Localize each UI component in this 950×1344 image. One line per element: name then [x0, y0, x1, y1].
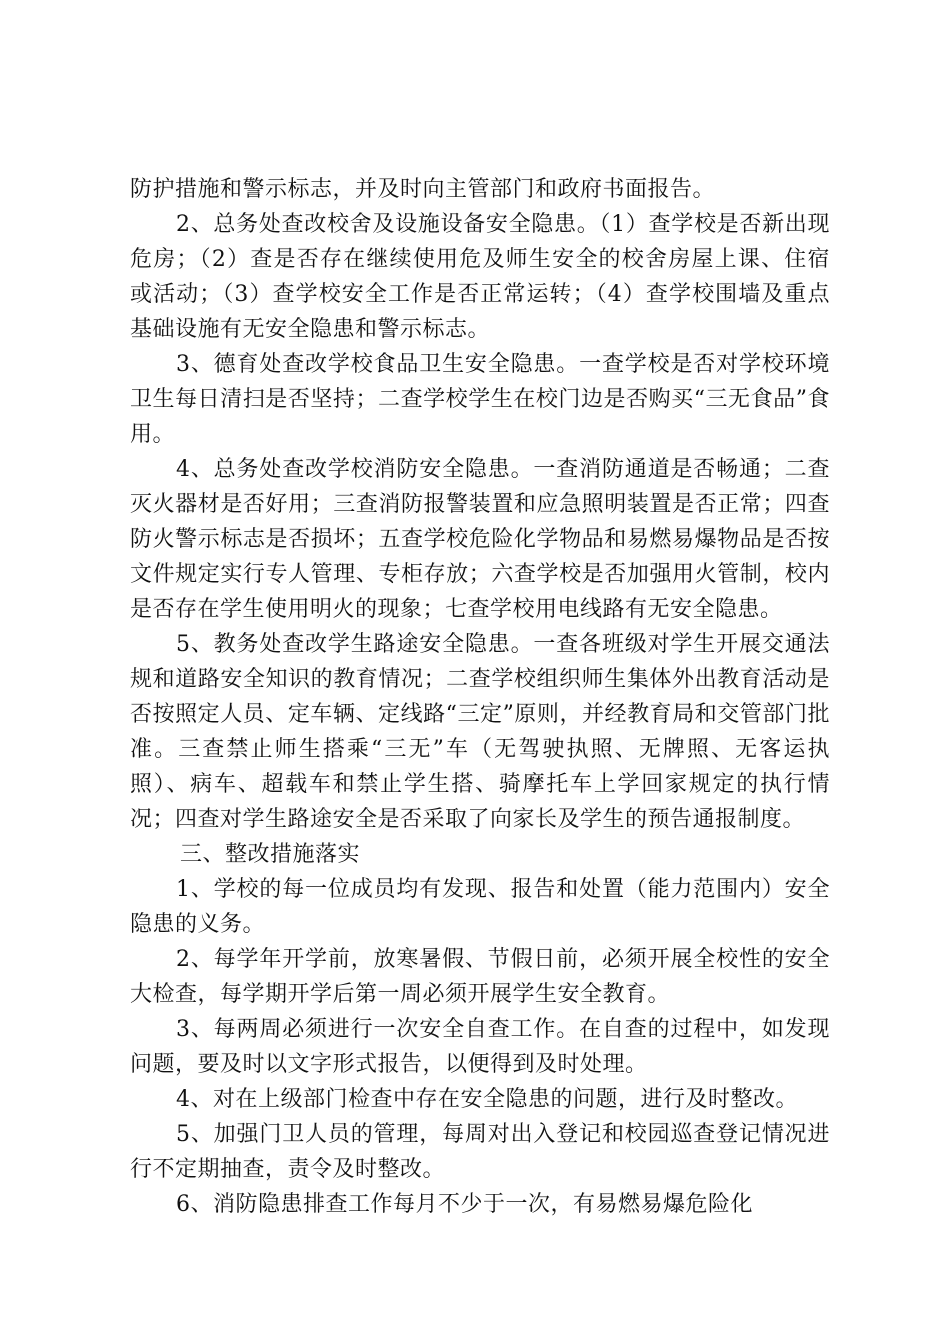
paragraph-measure-5: 5、加强门卫人员的管理，每周对出入登记和校园巡查登记情况进行不定期抽查，责令及时整改。 [130, 1122, 830, 1182]
paragraph-item-4-fire-safety: 4、总务处查改学校消防安全隐患。一查消防通道是否畅通；二查灭火器材是否好用；三查消防报警装置和应急照明装置是否正常；四查防火警示标志是否损坏；五查学校危险化学物品和易燃易爆物品是否按文件规定实行专人管理、专柜存放；六查学校是否加强用火管制，校内是否存在学生使用明火的现象；七查学校用电线路有无安全隐患。 [130, 457, 830, 622]
paragraph-item-2-facilities: 2、总务处查改校舍及设施设备安全隐患。（1）查学校是否新出现危房；（2）查是否存在继续使用危及师生安全的校舍房屋上课、住宿或活动；（3）查学校安全工作是否正常运转；（4）查学校围墙及重点基础设施有无安全隐患和警示标志。 [130, 212, 830, 342]
paragraph-measure-6: 6、消防隐患排查工作每月不少于一次，有易燃易爆危险化 [176, 1192, 753, 1217]
paragraph-continuation: 防护措施和警示标志，并及时向主管部门和政府书面报告。 [130, 177, 716, 202]
paragraph-measure-4: 4、对在上级部门检查中存在安全隐患的问题，进行及时整改。 [176, 1087, 798, 1112]
document-body [130, 172, 830, 1222]
paragraph-measure-3: 3、每两周必须进行一次安全自查工作。在自查的过程中，如发现问题，要及时以文字形式报告，以便得到及时处理。 [130, 1017, 830, 1077]
paragraph-item-3-food-safety: 3、德育处查改学校食品卫生安全隐患。一查学校是否对学校环境卫生每日清扫是否坚持；二查学校学生在校门边是否购买“三无食品”食用。 [130, 352, 830, 447]
section-heading-rectification: 三、整改措施落实 [180, 842, 361, 867]
paragraph-measure-1: 1、学校的每一位成员均有发现、报告和处置（能力范围内）安全隐患的义务。 [130, 877, 830, 937]
paragraph-item-5-travel-safety: 5、教务处查改学生路途安全隐患。一查各班级对学生开展交通法规和道路安全知识的教育情况；二查学校组织师生集体外出教育活动是否按照定人员、定车辆、定线路“三定”原则，并经教育局和交管部门批准。三查禁止师生搭乘“三无”车（无驾驶执照、无牌照、无客运执照）、病车、超载车和禁止学生搭、骑摩托车上学回家规定的执行情况；四查对学生路途安全是否采取了向家长及学生的预告通报制度。 [130, 632, 830, 832]
paragraph-measure-2: 2、每学年开学前，放寒暑假、节假日前，必须开展全校性的安全大检查，每学期开学后第一周必须开展学生安全教育。 [130, 947, 830, 1007]
